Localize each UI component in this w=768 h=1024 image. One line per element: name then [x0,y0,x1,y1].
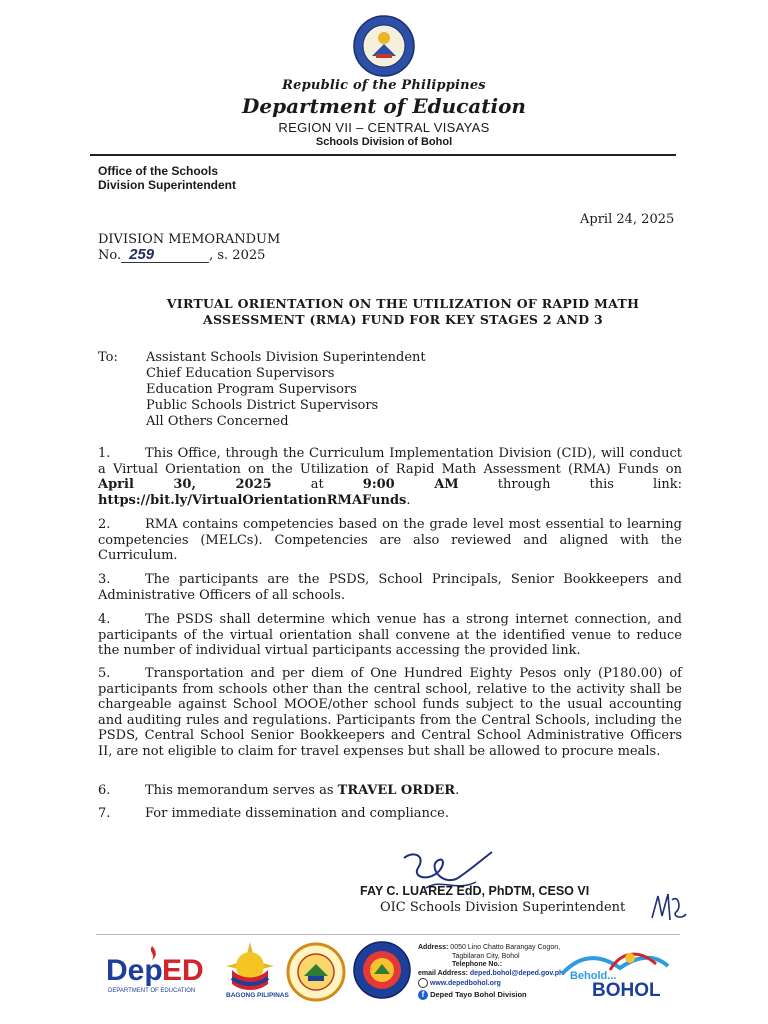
recipient-item: Chief Education Supervisors [146,366,335,381]
deped-seal-icon [352,14,416,78]
telephone-label: Telephone No.: [452,961,503,968]
bohol-text: BOHOL [592,980,661,1001]
paragraph-text: This Office, through the Curriculum Implementation Division (CID), will conduct a Virtual Orientation on the Utilization of Rapid Math Assessment (RMA) Funds on [98,446,682,477]
paragraph-text: Transportation and per diem of One Hundred Eighty Pesos only (P180.00) of participants from schools other than the central school, relative to the activity shall be chargeable against School MOOE/other school funds subject to the usual accounting and auditing rules and regulations. Participants from the Central Schools, including the PSDS, Central School Senior Bookkeepers and Central School Administrative Officers II, are not eligible to claim for travel expenses but shall be allowed to procure meals. [98,666,682,759]
office-line-2: Division Superintendent [98,178,237,192]
memo-title-line-1: VIRTUAL ORIENTATION ON THE UTILIZATION OF RAPID MATH [166,296,640,311]
paragraph-number: 2. [98,517,111,532]
paragraph-text: . [455,783,460,798]
recipient-item: Education Program Supervisors [146,382,357,397]
facebook-block [418,990,527,1000]
paragraph-text: The PSDS shall determine which venue has a strong internet connection, and participants of the virtual orientation shall convene at the identified venue to reduce the number of individual virtual participants accessing the provided link. [98,612,682,659]
memo-number-block [98,232,280,264]
recipient-item: All Others Concerned [146,414,289,429]
paragraph-number: 1. [98,446,111,461]
paragraph-3 [98,572,682,603]
recipient-list [146,350,426,430]
orientation-time: 9:00 AM [362,477,459,493]
header-division: Schools Division of Bohol [315,136,453,148]
paragraph-number: 7. [98,806,111,821]
memo-series: , s. 2025 [209,248,266,263]
paragraph-text: The participants are the PSDS, School Principals, Senior Bookkeepers and Administrative Officers of all schools. [98,572,682,603]
bagong-pilipinas-label: BAGONG PILIPINAS [226,992,289,999]
paragraph-text: For immediate dissemination and compliance. [145,806,449,821]
initials-icon [648,890,688,926]
address-text-2: Tagbilaran City, Bohol [452,952,520,960]
address-text: 0050 Lino Chatto Barangay Cogon, [450,944,561,951]
paragraph-2 [98,517,682,564]
paragraph-text: This memorandum serves as [145,783,338,798]
paragraph-number: 4. [98,612,111,627]
office-line-1: Office of the Schools [98,164,219,178]
behold-text: Behold... [570,970,617,982]
footer-divider [96,934,680,935]
office-block [98,164,236,192]
website-link[interactable]: www.depedbohol.org [429,979,501,987]
paragraph-text: at [271,477,363,493]
address-label: Address: [418,944,449,951]
paragraph-text: through this link: [458,477,682,493]
paragraph-number: 5. [98,666,111,681]
orientation-date: April 30, 2025 [98,477,272,493]
travel-order-label: TRAVEL ORDER [337,783,456,798]
header-republic: Republic of the Philippines [282,78,486,93]
header-department: Department of Education [242,94,526,118]
globe-icon [418,978,428,988]
paragraph-number: 6. [98,783,111,798]
deped-logo-subtitle: DEPARTMENT OF EDUCATION [108,988,196,994]
paragraph-5 [98,666,682,760]
header-region: REGION VII – CENTRAL VISAYAS [278,120,490,135]
paragraph-1 [98,446,682,508]
memo-no-prefix: No. [98,248,122,263]
to-label: To: [98,350,118,365]
recipient-item: Assistant Schools Division Superintendent [146,350,426,365]
memo-number: 259 [121,248,209,263]
memo-title [98,296,708,328]
memo-title-line-2: ASSESSMENT (RMA) FUND FOR KEY STAGES 2 AND 3 [202,312,604,327]
paragraph-number: 3. [98,572,111,587]
recipient-item: Public Schools District Supervisors [146,398,379,413]
paragraph-6 [98,783,682,799]
paragraph-4 [98,612,682,659]
signatory-title: OIC Schools Division Superintendent [380,900,626,915]
division-seal-icon [352,940,412,1000]
orientation-link[interactable]: https://bit.ly/VirtualOrientationRMAFunds [98,492,407,508]
svg-text:ED: ED [162,954,204,987]
facebook-icon: f [418,990,428,1000]
facebook-page-link[interactable]: Deped Tayo Bohol Division [430,990,527,999]
signatory-name: FAY C. LUAREZ EdD, PhDTM, CESO VI [360,884,590,898]
svg-text:Dep: Dep [106,954,163,987]
region-seal-icon [286,942,346,1002]
paragraph-text: RMA contains competencies based on the grade level most essential to learning competencies (MELCs). Competencies are also reviewed and aligned with the Curriculum. [98,517,682,564]
paragraph-7 [98,806,682,822]
memo-label: DIVISION MEMORANDUM [98,232,281,247]
memo-date: April 24, 2025 [580,212,675,227]
contact-block [418,944,563,988]
memo-number-line [98,248,280,264]
header-divider [90,154,676,156]
paragraph-text: . [406,492,411,508]
email-label: email Address: [418,969,468,977]
email-link[interactable]: deped.bohol@deped.gov.ph [469,969,564,977]
